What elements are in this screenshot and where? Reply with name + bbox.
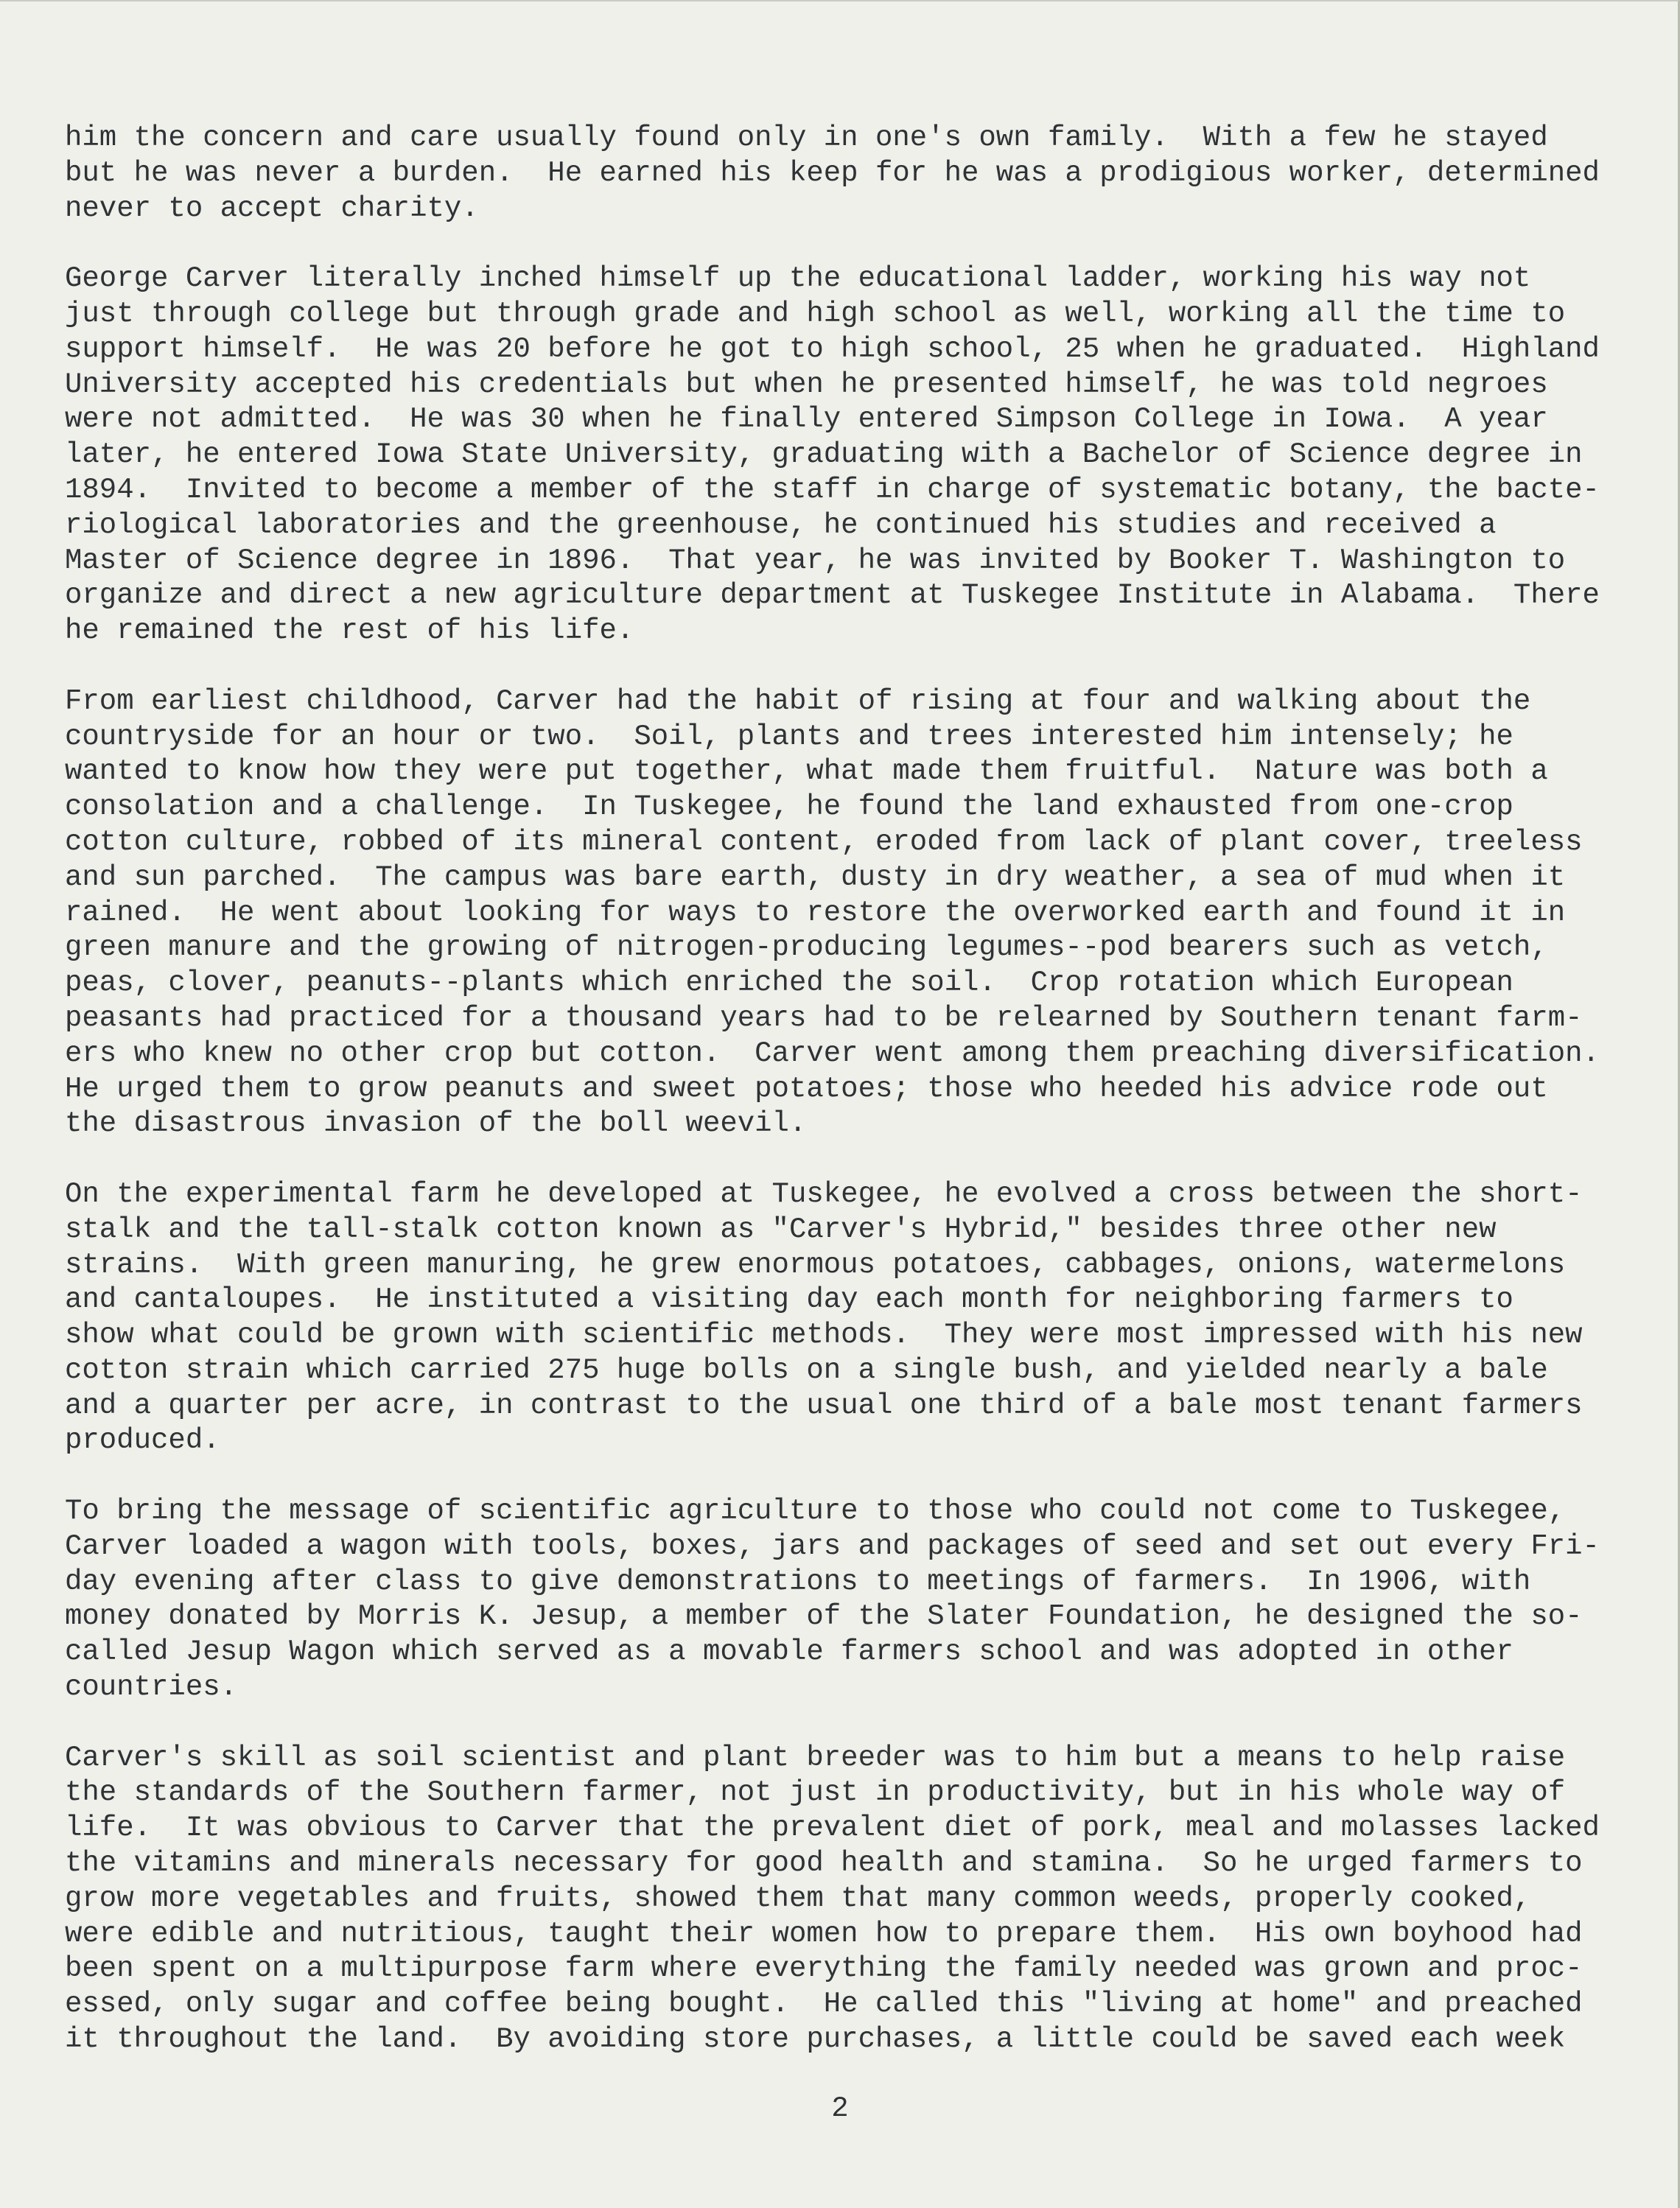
text-line: To bring the message of scientific agriculture to those who could not come to Tuskegee,: [65, 1495, 1566, 1528]
text-line: strains. With green manuring, he grew enormous potatoes, cabbages, onions, watermelons: [65, 1248, 1566, 1281]
paragraph: [65, 121, 1649, 226]
text-line: but he was never a burden. He earned his keep for he was a prodigious worker, determined: [65, 156, 1600, 189]
text-line: University accepted his credentials but when he presented himself, he was told negroes: [65, 368, 1548, 401]
text-line: stalk and the tall-stalk cotton known as "Carver's Hybrid," besides three other new: [65, 1213, 1497, 1246]
text-line: ers who knew no other crop but cotton. Carver went among them preaching diversification.: [65, 1037, 1600, 1070]
paragraph: [65, 684, 1649, 1142]
text-line: and sun parched. The campus was bare earth, dusty in dry weather, a sea of mud when it: [65, 861, 1566, 894]
text-line: countries.: [65, 1671, 238, 1704]
text-line: day evening after class to give demonstrations to meetings of farmers. In 1906, with: [65, 1565, 1531, 1598]
text-line: cotton strain which carried 275 huge bolls on a single bush, and yielded nearly a bale: [65, 1353, 1548, 1387]
text-line: the disastrous invasion of the boll weevil.: [65, 1107, 807, 1140]
text-line: George Carver literally inched himself up the educational ladder, working his way not: [65, 262, 1531, 295]
text-line: cotton culture, robbed of its mineral content, eroded from lack of plant cover, treeless: [65, 825, 1583, 858]
page-number: 2: [831, 2092, 849, 2125]
text-line: Carver loaded a wagon with tools, boxes, jars and packages of seed and set out every Fri-: [65, 1529, 1600, 1563]
text-line: From earliest childhood, Carver had the habit of rising at four and walking about the: [65, 684, 1531, 718]
text-line: green manure and the growing of nitrogen-producing legumes--pod bearers such as vetch,: [65, 931, 1548, 964]
text-line: he remained the rest of his life.: [65, 614, 634, 648]
text-line: money donated by Morris K. Jesup, a member of the Slater Foundation, he designed the so-: [65, 1600, 1583, 1633]
text-line: Master of Science degree in 1896. That year, he was invited by Booker T. Washington to: [65, 544, 1566, 577]
text-line: grow more vegetables and fruits, showed them that many common weeds, properly cooked,: [65, 1882, 1531, 1915]
text-line: later, he entered Iowa State University, graduating with a Bachelor of Science degree in: [65, 438, 1583, 472]
text-line: riological laboratories and the greenhouse, he continued his studies and received a: [65, 508, 1497, 542]
text-line: countryside for an hour or two. Soil, plants and trees interested him intensely; he: [65, 720, 1513, 753]
text-line: him the concern and care usually found only in one's own family. With a few he stayed: [65, 122, 1548, 154]
text-line: life. It was obvious to Carver that the prevalent diet of pork, meal and molasses lacked: [65, 1812, 1600, 1845]
text-line: consolation and a challenge. In Tuskegee, he found the land exhausted from one-crop: [65, 791, 1513, 824]
text-line: 1894. Invited to become a member of the staff in charge of systematic botany, the bacte-: [65, 473, 1600, 506]
text-line: the vitamins and minerals necessary for good health and stamina. So he urged farmers to: [65, 1847, 1583, 1880]
text-line: just through college but through grade and high school as well, working all the time to: [65, 297, 1566, 330]
text-line: He urged them to grow peanuts and sweet potatoes; those who heeded his advice rode out: [65, 1072, 1548, 1105]
text-line: essed, only sugar and coffee being bought. He called this "living at home" and preached: [65, 1988, 1583, 2021]
text-line: were not admitted. He was 30 when he finally entered Simpson College in Iowa. A year: [65, 403, 1548, 436]
text-line: never to accept charity.: [65, 192, 479, 225]
text-line: produced.: [65, 1424, 220, 1457]
body-text: [65, 121, 1649, 2093]
text-line: were edible and nutritious, taught their women how to prepare them. His own boyhood had: [65, 1917, 1583, 1950]
text-line: wanted to know how they were put together, what made them fruitful. Nature was both a: [65, 755, 1548, 788]
paragraph: [65, 1741, 1649, 2058]
text-line: Carver's skill as soil scientist and plant breeder was to him but a means to help raise: [65, 1741, 1566, 1774]
text-line: support himself. He was 20 before he got to high school, 25 when he graduated. Highland: [65, 332, 1600, 365]
paragraph: [65, 262, 1649, 649]
text-line: and a quarter per acre, in contrast to the usual one third of a bale most tenant farmers: [65, 1389, 1583, 1422]
text-line: been spent on a multipurpose farm where everything the family needed was grown and proc-: [65, 1952, 1583, 1986]
text-line: peas, clover, peanuts--plants which enriched the soil. Crop rotation which European: [65, 967, 1513, 1000]
text-line: show what could be grown with scientific methods. They were most impressed with his new: [65, 1319, 1583, 1352]
text-line: called Jesup Wagon which served as a movable farmers school and was adopted in other: [65, 1636, 1513, 1669]
text-line: peasants had practiced for a thousand years had to be relearned by Southern tenant farm-: [65, 1001, 1583, 1034]
text-line: and cantaloupes. He instituted a visiting day each month for neighboring farmers to: [65, 1283, 1513, 1317]
text-line: organize and direct a new agriculture department at Tuskegee Institute in Alabama. There: [65, 579, 1600, 612]
paragraph: [65, 1177, 1649, 1459]
text-line: rained. He went about looking for ways to restore the overworked earth and found it in: [65, 896, 1566, 929]
text-line: On the experimental farm he developed at Tuskegee, he evolved a cross between the short-: [65, 1177, 1583, 1210]
paragraph: [65, 1494, 1649, 1706]
text-line: it throughout the land. By avoiding store purchases, a little could be saved each week: [65, 2023, 1566, 2056]
text-line: the standards of the Southern farmer, not just in productivity, but in his whole way of: [65, 1776, 1566, 1809]
